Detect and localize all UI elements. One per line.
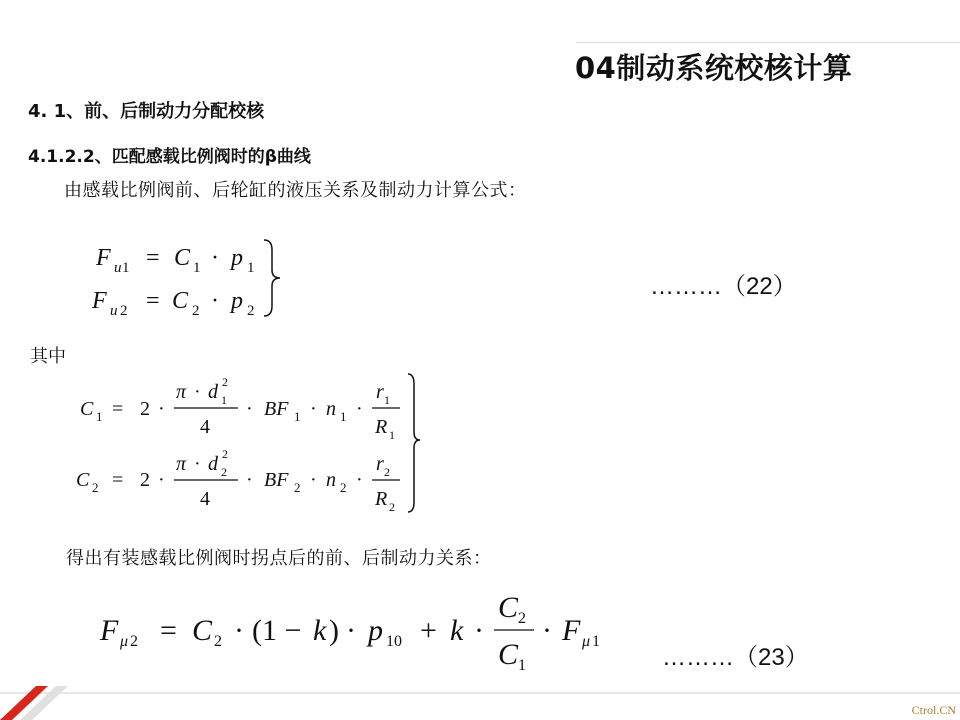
svg-text:·: · (194, 381, 201, 403)
svg-text:k: k (313, 614, 327, 647)
svg-text:2: 2 (294, 480, 301, 495)
svg-text:10: 10 (386, 633, 402, 650)
svg-text:·: · (474, 614, 484, 647)
svg-text:·: · (542, 614, 552, 647)
svg-text:1: 1 (592, 633, 600, 650)
equation-number-23: ………（23） (662, 644, 809, 671)
svg-text:π: π (176, 381, 187, 403)
svg-text:p: p (368, 614, 383, 647)
svg-text:2: 2 (221, 465, 227, 479)
svg-text:2: 2 (222, 447, 228, 461)
svg-text:n: n (326, 469, 336, 491)
svg-text:R: R (375, 488, 388, 510)
svg-text:d: d (208, 381, 218, 403)
svg-text:u: u (110, 303, 118, 319)
svg-text:1: 1 (384, 393, 390, 407)
svg-text:=: = (112, 398, 124, 420)
svg-text:π: π (176, 453, 187, 475)
svg-text:2: 2 (120, 303, 128, 319)
svg-text:F: F (562, 614, 581, 647)
svg-text:2: 2 (192, 303, 200, 319)
svg-text:C: C (498, 638, 519, 671)
result-intro-text: 得出有装感载比例阀时拐点后的前、后制动力关系： (66, 548, 492, 569)
svg-text:=: = (146, 288, 160, 314)
svg-text:2: 2 (140, 469, 150, 491)
svg-text:1: 1 (294, 409, 301, 424)
svg-text:u: u (114, 260, 122, 276)
brand-watermark: Ctrol.CN (911, 703, 956, 717)
svg-text:R: R (375, 416, 388, 438)
svg-text:2: 2 (340, 480, 347, 495)
svg-text:1: 1 (221, 393, 227, 407)
section-heading: 4. 1、前、后制动力分配校核 (28, 101, 265, 122)
svg-text:C: C (80, 398, 94, 420)
svg-text:2: 2 (214, 633, 222, 650)
svg-text:C: C (498, 591, 519, 624)
where-label: 其中 (30, 346, 66, 367)
svg-text:C: C (174, 245, 191, 271)
svg-text:BF: BF (264, 469, 289, 491)
svg-text:2: 2 (384, 465, 390, 479)
svg-text:1: 1 (389, 428, 395, 442)
svg-text:2: 2 (130, 633, 138, 650)
svg-text:=: = (112, 469, 124, 491)
section-subheading: 4.1.2.2、匹配感载比例阀时的β曲线 (28, 147, 311, 167)
svg-text:): ) (329, 614, 339, 647)
svg-text:·: · (158, 398, 165, 420)
svg-text:=: = (160, 614, 177, 647)
svg-text:C: C (192, 614, 213, 647)
svg-text:2: 2 (222, 375, 228, 389)
svg-text:1: 1 (247, 260, 255, 276)
svg-text:r: r (376, 381, 384, 403)
svg-text:·: · (346, 614, 356, 647)
svg-text:1: 1 (193, 260, 201, 276)
svg-text:4: 4 (200, 416, 210, 438)
svg-text:p: p (231, 245, 243, 271)
svg-text:(1 −: (1 − (252, 614, 302, 647)
svg-text:n: n (326, 398, 336, 420)
equation-number-22: ………（22） (650, 273, 797, 300)
svg-text:μ: μ (582, 633, 591, 650)
svg-text:2: 2 (389, 500, 395, 514)
svg-text:F: F (100, 614, 119, 647)
svg-text:·: · (158, 469, 165, 491)
svg-text:1: 1 (518, 657, 526, 674)
svg-text:·: · (246, 469, 253, 491)
svg-text:1: 1 (122, 260, 130, 276)
svg-text:4: 4 (200, 488, 210, 510)
svg-text:+: + (420, 614, 437, 647)
svg-text:·: · (356, 398, 363, 420)
svg-text:2: 2 (518, 610, 526, 627)
svg-text:1: 1 (96, 409, 103, 424)
svg-text:·: · (246, 398, 253, 420)
svg-text:F: F (96, 245, 111, 271)
svg-text:·: · (194, 453, 201, 475)
svg-text:BF: BF (264, 398, 289, 420)
svg-text:1: 1 (340, 409, 347, 424)
svg-text:2: 2 (140, 398, 150, 420)
svg-text:·: · (310, 469, 317, 491)
svg-text:p: p (231, 288, 243, 314)
svg-text:=: = (146, 245, 160, 271)
intro-text: 由感载比例阀前、后轮缸的液压关系及制动力计算公式： (64, 180, 527, 201)
svg-text:·: · (356, 469, 363, 491)
svg-text:2: 2 (247, 303, 255, 319)
svg-text:C: C (172, 288, 189, 314)
svg-text:k: k (450, 614, 464, 647)
svg-text:·: · (211, 288, 219, 314)
svg-text:C: C (76, 469, 90, 491)
svg-text:2: 2 (92, 480, 99, 495)
svg-text:·: · (310, 398, 317, 420)
svg-text:·: · (234, 614, 244, 647)
svg-text:F: F (92, 288, 107, 314)
svg-text:·: · (211, 245, 219, 271)
svg-text:μ: μ (120, 633, 129, 650)
svg-text:r: r (376, 453, 384, 475)
svg-text:d: d (208, 453, 218, 475)
page-title: 04制动系统校核计算 (575, 51, 853, 85)
